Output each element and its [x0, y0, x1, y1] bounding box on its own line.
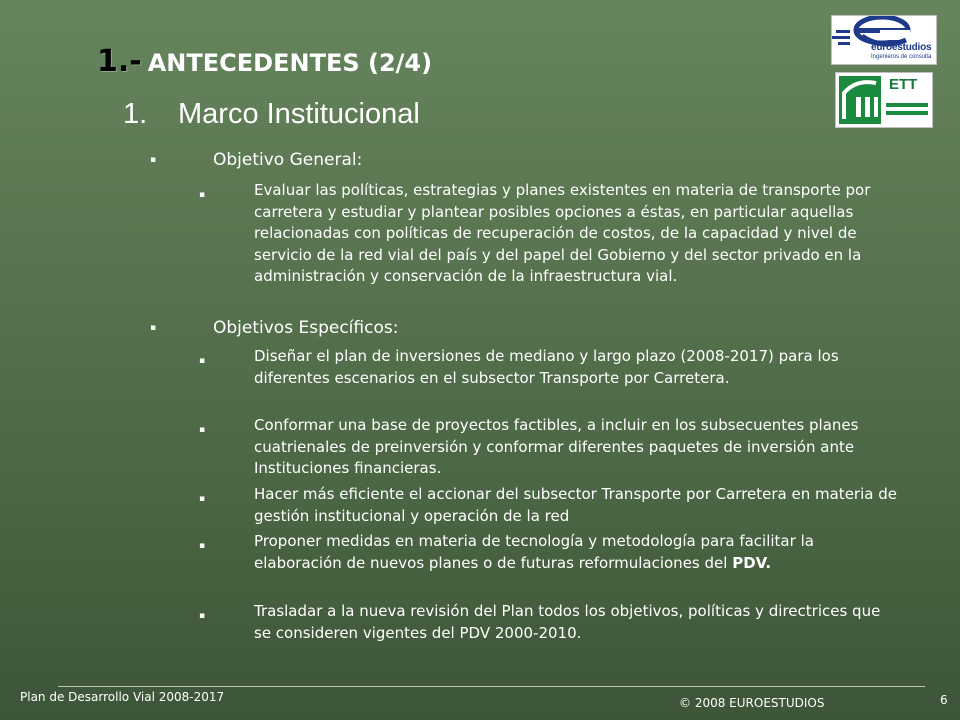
list-item	[199, 346, 899, 389]
footer-document-title: Plan de Desarrollo Vial 2008-2017	[20, 690, 225, 704]
ett-logo-name: ETT	[889, 76, 918, 93]
square-bullet-icon: ▪	[199, 425, 206, 435]
title-number: 1.-	[97, 44, 142, 79]
list-item	[199, 180, 899, 288]
list-item	[199, 601, 899, 644]
euroestudios-logo-tagline: Ingenieros de consulta	[871, 54, 932, 60]
footer-divider	[58, 686, 925, 687]
euroestudios-logo	[831, 15, 937, 65]
ett-logo-icon	[836, 73, 932, 127]
square-bullet-icon: ▪	[199, 356, 206, 366]
slide-title	[97, 44, 432, 79]
square-bullet-icon: ▪	[199, 611, 206, 621]
subtitle-number: 1.	[123, 98, 148, 130]
list-item	[199, 531, 899, 574]
list-item-text	[254, 531, 899, 574]
square-bullet-icon: ▪	[199, 541, 206, 551]
list-item-text: Hacer más eficiente el accionar del subsector Transporte por Carretera en materia de gestión institucional y operación de la red	[254, 485, 897, 525]
square-bullet-icon: ▪	[150, 323, 157, 333]
list-item-text-main: Proponer medidas en materia de tecnología y metodología para facilitar la elaboración de nuevos planes o de futuras reformulaciones del	[254, 532, 814, 572]
title-text: ANTECEDENTES (2/4)	[147, 49, 433, 77]
ett-logo	[835, 72, 933, 128]
page-number: 6	[940, 693, 948, 707]
list-item	[199, 484, 899, 527]
footer-copyright: © 2008 EUROESTUDIOS	[679, 696, 825, 710]
section-heading-text: Objetivo General:	[213, 150, 363, 170]
list-item-text: Trasladar a la nueva revisión del Plan todos los objetivos, políticas y directrices que se consideren vigentes del PDV 2000-2010.	[254, 602, 881, 642]
square-bullet-icon: ▪	[150, 155, 157, 165]
list-item-text: Conformar una base de proyectos factibles, a incluir en los subsecuentes planes cuatrienales de preinversión y conformar diferentes paquetes de inversión ante Instituciones financieras.	[254, 416, 859, 477]
slide-subtitle	[123, 98, 420, 131]
section-heading-text: Objetivos Específicos:	[213, 318, 399, 338]
square-bullet-icon: ▪	[199, 190, 206, 200]
list-item-text: Evaluar las políticas, estrategias y planes existentes en materia de transporte por carretera y estudiar y plantear posibles opciones a éstas, en particular aquellas relacionadas con políticas de recuperación de costos, de la capacidad y nivel de servicio de la red vial del país y del papel del Gobierno y del sector privado en la administración y conservación de la infraestructura vial.	[254, 181, 871, 285]
square-bullet-icon: ▪	[199, 494, 206, 504]
subtitle-text: Marco Institucional	[178, 98, 420, 130]
pdv-bold-text: PDV.	[732, 553, 772, 572]
euroestudios-logo-name: euroestudios	[871, 42, 932, 53]
list-item	[199, 415, 899, 480]
list-item-text: Diseñar el plan de inversiones de mediano y largo plazo (2008-2017) para los diferentes escenarios en el subsector Transporte por Carretera.	[254, 347, 839, 387]
